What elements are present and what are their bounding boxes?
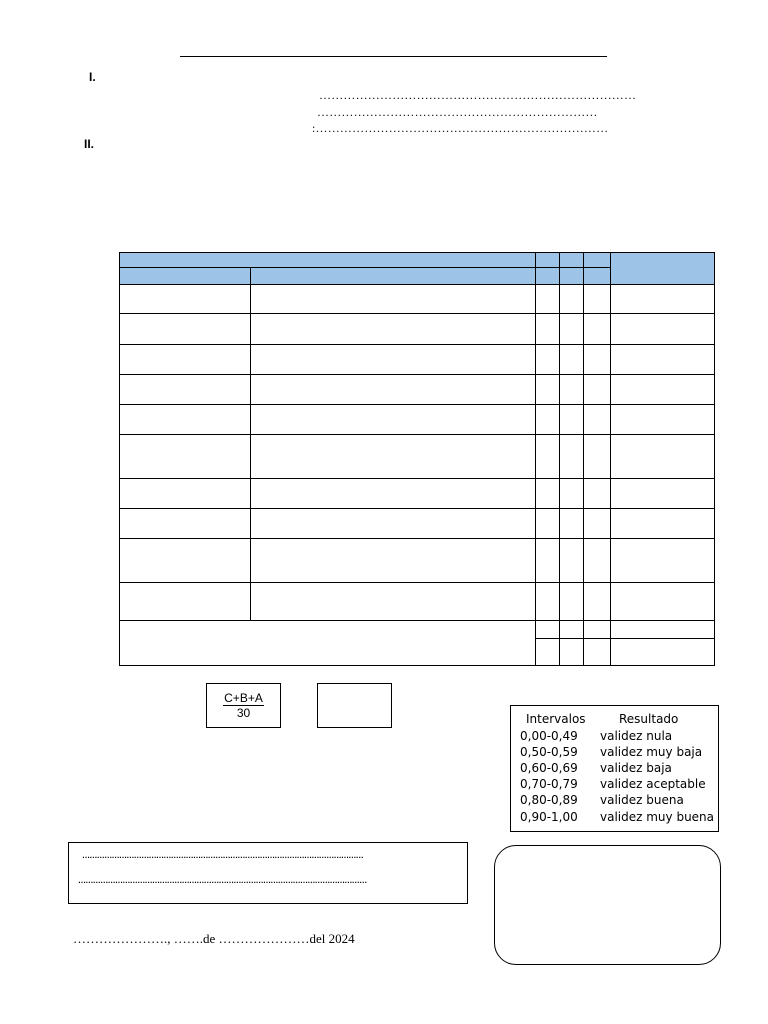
stamp-box [494,845,721,965]
scale-header-intervals: Intervalos [526,712,586,726]
formula-numerator: C+B+A [224,691,263,705]
header-cell-score-3 [584,253,611,268]
formula-denominator: 30 [236,706,251,720]
table-row [120,375,715,405]
scale-row [511,777,718,793]
header-cell-observations [611,253,715,285]
subheader-cell-score-2 [560,268,584,285]
table-row [120,345,715,375]
scale-interval: 0,50-0,59 [520,745,578,759]
scale-result: validez aceptable [600,777,706,791]
signature-box [68,842,468,904]
scale-interval: 0,60-0,69 [520,761,578,775]
table-row [120,314,715,345]
scale-row [511,793,718,809]
table-row [120,583,715,621]
scale-interval: 0,90-1,00 [520,810,578,824]
scale-interval: 0,70-0,79 [520,777,578,791]
table-row [120,285,715,314]
validity-formula [206,683,281,728]
table-row [120,509,715,539]
date-line: …………………., …….de …………………del 2024 [73,931,355,946]
scale-interval: 0,80-0,89 [520,793,578,807]
total-label-cell [120,621,536,666]
validity-scale-table [510,705,719,832]
scale-result: validez muy baja [600,745,703,759]
scale-row [511,745,718,761]
scale-interval: 0,00-0,49 [520,729,578,743]
scale-row [511,761,718,777]
subheader-cell-indicator [120,268,251,285]
section-label-2: II. [84,137,95,151]
table-row [120,435,715,479]
subheader-cell-score-1 [536,268,560,285]
subheader-cell-criterion [251,268,536,285]
header-cell-score-1 [536,253,560,268]
scale-result: validez buena [600,793,684,807]
scale-header-result: Resultado [619,712,679,726]
section-label-1: I. [89,70,96,84]
signature-line-2: ……………………………………………………………………………………………………… [78,876,367,885]
table-total-row [120,621,715,639]
leader-line-3: :……………………………………………………………… [312,121,609,135]
header-cell-score-2 [560,253,584,268]
table-header-row [120,253,715,268]
header-cell-criteria [120,253,536,268]
scale-result: validez muy buena [600,810,715,824]
table-row [120,539,715,583]
subheader-cell-score-3 [584,268,611,285]
scale-result: validez nula [600,729,673,743]
leader-line-2: …………………………………………………………… [317,105,598,119]
formula-result-box [317,683,392,728]
scale-row [511,810,718,826]
table-row [120,405,715,435]
scale-row [511,729,718,745]
table-row [120,479,715,509]
signature-line-1: …………………………………………………………………………………………………… [82,851,364,860]
evaluation-table [119,252,715,666]
scale-result: validez baja [600,761,672,775]
title-underline [180,56,607,57]
leader-line-1: …………………………………………………………………… [319,88,637,102]
